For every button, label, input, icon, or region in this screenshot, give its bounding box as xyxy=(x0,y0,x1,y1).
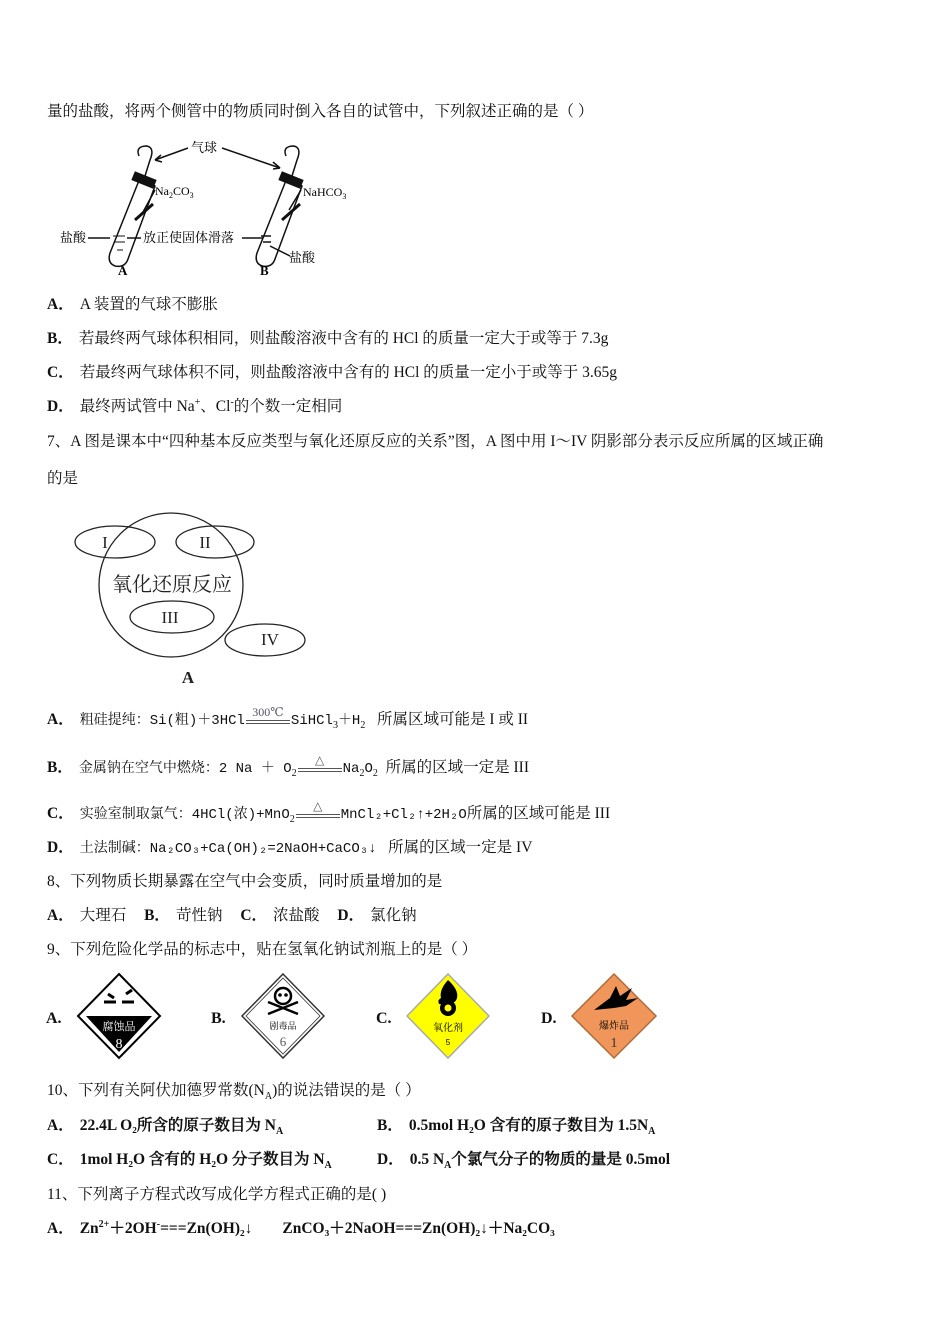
q7-stem-line1: 7、A 图是课本中“四种基本反应类型与氧化还原反应的关系”图，A 图中用 I～IV 阴影部分表示反应所属的区域正确 xyxy=(47,433,824,450)
figure-caption: A xyxy=(181,668,195,687)
q9-stem: 9、下列危险化学品的标志中，贴在氢氧化钠试剂瓶上的是（ ） xyxy=(47,941,478,958)
q8-options xyxy=(47,906,417,926)
equation-right: O xyxy=(364,761,373,777)
equation-left: 粗硅提纯：Si(粗)＋3HCl xyxy=(79,713,245,729)
equation: ===Zn(OH)₂↓ xyxy=(160,1220,253,1237)
q8-option-d[interactable] xyxy=(337,907,416,924)
region-i-label: I xyxy=(102,533,108,552)
option-label: A． xyxy=(47,1117,74,1134)
q10-option-c[interactable] xyxy=(47,1150,332,1170)
q8-option-c[interactable] xyxy=(240,907,319,924)
q7-option-a[interactable] xyxy=(47,705,529,732)
equation-left: 实验室制取氯气：4HCl(浓)+MnO xyxy=(79,807,290,823)
nahco3-label: NaHCO$_3$ xyxy=(303,185,347,201)
charge: + xyxy=(194,396,201,408)
test-tube-diagram xyxy=(55,138,365,280)
corrosive-sign-icon[interactable] xyxy=(76,972,162,1065)
equation: ＋2OH xyxy=(109,1220,157,1237)
option-text: 所属区域可能是 I 或 II xyxy=(365,711,529,728)
option-label: D． xyxy=(337,907,365,924)
heat-symbol: △ xyxy=(313,799,323,814)
q10-option-a[interactable] xyxy=(47,1116,283,1136)
q8-stem: 8、下列物质长期暴露在空气中会变质，同时质量增加的是 xyxy=(47,873,443,890)
q9-option-c-label[interactable]: C. xyxy=(376,1010,392,1027)
venn-diagram xyxy=(60,505,320,695)
subscript: 2 xyxy=(360,720,366,732)
option-text: 所属的区域一定是 IV xyxy=(376,839,533,856)
option-text: 苛性钠 xyxy=(175,907,223,924)
tube-b-label: B xyxy=(260,263,269,278)
q6-test-tube-figure xyxy=(55,138,365,280)
option-text: 个氯气分子的物质的量是 0.5mol xyxy=(451,1151,671,1168)
equation: ZnCO₃＋2NaOH===Zn(OH)₂↓＋Na₂CO₃ xyxy=(282,1220,555,1237)
sign-class: 8 xyxy=(115,1037,123,1052)
sign-class: 5 xyxy=(445,1038,451,1047)
option-label: A． xyxy=(47,296,74,313)
subscript: A xyxy=(648,1126,656,1138)
equation-right: SiHCl xyxy=(290,713,333,729)
region-iv-label: IV xyxy=(261,630,279,649)
q6-stem: 量的盐酸，将两个侧管中的物质同时倒入各自的试管中，下列叙述正确的是（ ） xyxy=(47,103,594,120)
option-text: 若最终两气球体积相同，则盐酸溶液中含有的 HCl 的质量一定大于或等于 7.3g xyxy=(78,330,609,347)
condition-label: 300℃ xyxy=(252,705,284,720)
redox-label: 氧化还原反应 xyxy=(112,574,232,596)
option-text: 1mol H₂O 含有的 H₂O 分子数目为 N xyxy=(79,1151,325,1168)
subscript: 2 xyxy=(359,768,365,780)
q7-option-d[interactable] xyxy=(47,838,532,859)
q7-venn-figure xyxy=(60,505,320,695)
option-label: A． xyxy=(47,711,74,728)
sign-class: 1 xyxy=(610,1036,618,1051)
charge: 2+ xyxy=(98,1218,110,1230)
equation: 土法制碱：Na₂CO₃+Ca(OH)₂=2NaOH+CaCO₃↓ xyxy=(79,841,377,857)
option-text: 0.5 N xyxy=(409,1151,445,1168)
q8-option-b[interactable] xyxy=(144,907,222,924)
subscript: 2 xyxy=(372,768,378,780)
equation-right: Na xyxy=(342,761,360,777)
q6-option-d[interactable] xyxy=(47,397,342,417)
equation-left: 金属钠在空气中燃烧：2 Na ＋ O xyxy=(78,761,292,777)
option-text: 若最终两气球体积不同，则盐酸溶液中含有的 HCl 的质量一定小于或等于 3.65g xyxy=(79,364,618,381)
q9-option-b-label[interactable]: B. xyxy=(211,1010,226,1027)
region-iii-label: III xyxy=(161,608,179,627)
option-label: D． xyxy=(377,1151,404,1168)
q6-option-b[interactable] xyxy=(47,329,608,349)
option-label: D． xyxy=(47,839,74,856)
equation: Zn xyxy=(79,1220,99,1237)
stem-text: )的说法错误的是（ ） xyxy=(272,1082,421,1099)
sign-name: 腐蚀品 xyxy=(102,1020,136,1033)
equation-right: MnCl₂+Cl₂↑+2H₂O xyxy=(340,807,467,823)
q6-option-c[interactable] xyxy=(47,363,617,383)
option-label: B． xyxy=(47,759,73,776)
q10-option-d[interactable] xyxy=(377,1150,670,1170)
tube-a-label: A xyxy=(118,263,128,278)
subscript: A xyxy=(324,1160,332,1172)
q11-stem: 11、下列离子方程式改写成化学方程式正确的是( ) xyxy=(47,1186,387,1203)
option-text: 所属的区域可能是 III xyxy=(466,805,611,822)
q11-option-a[interactable] xyxy=(47,1219,555,1239)
subscript: 3 xyxy=(332,720,338,732)
q10-option-b[interactable] xyxy=(377,1116,655,1136)
option-label: A． xyxy=(47,1220,74,1237)
charge: - xyxy=(230,396,234,408)
region-ii-label: II xyxy=(199,533,211,552)
q7-option-c[interactable] xyxy=(47,799,611,826)
q10-stem xyxy=(47,1081,421,1101)
option-text: 浓盐酸 xyxy=(273,907,320,924)
option-text: 所属的区域一定是 III xyxy=(377,759,529,776)
oxidizer-sign-icon[interactable] xyxy=(405,972,491,1065)
reaction-condition xyxy=(298,753,342,778)
charge: - xyxy=(156,1218,161,1230)
subscript: A xyxy=(264,1091,273,1103)
acid-left-label: 盐酸 xyxy=(60,230,87,245)
q9-option-a-label[interactable]: A. xyxy=(46,1010,62,1027)
option-label: D． xyxy=(47,398,74,415)
option-label: B． xyxy=(144,907,170,924)
option-text: A 装置的气球不膨胀 xyxy=(79,296,218,313)
reaction-condition xyxy=(296,799,340,824)
option-text: 最终两试管中 Na xyxy=(79,398,195,415)
note-label: 放正使固体滑落 xyxy=(143,230,235,245)
toxic-sign-icon[interactable] xyxy=(240,972,326,1065)
balloon-label: 气球 xyxy=(191,140,218,155)
sign-name: 氧化剂 xyxy=(433,1023,463,1034)
heat-symbol: △ xyxy=(315,753,325,768)
subscript: 2 xyxy=(289,814,295,826)
reaction-condition xyxy=(246,705,290,730)
na2co3-label: $Na_2CO_3$ xyxy=(155,184,194,200)
option-label: C． xyxy=(47,364,74,381)
option-label: A． xyxy=(47,907,74,924)
explosive-sign-icon[interactable] xyxy=(570,972,658,1065)
q9-option-d-label[interactable]: D. xyxy=(541,1010,557,1027)
subscript: A xyxy=(275,1126,284,1138)
equation-right: ＋H xyxy=(337,713,361,729)
subscript: A xyxy=(444,1160,452,1172)
sign-name: 剧毒品 xyxy=(269,1022,297,1032)
q6-option-a[interactable] xyxy=(47,295,218,315)
sign-name: 爆炸品 xyxy=(599,1021,629,1032)
acid-right-label: 盐酸 xyxy=(289,250,316,265)
stem-text: 10、下列有关阿伏加德罗常数(N xyxy=(47,1082,265,1099)
option-text: 、Cl xyxy=(200,398,231,415)
q8-option-a[interactable] xyxy=(47,907,126,924)
option-label: C． xyxy=(240,907,268,924)
q7-stem-line2: 的是 xyxy=(47,470,79,487)
option-label: B． xyxy=(47,330,73,347)
option-label: C． xyxy=(47,805,74,822)
option-label: C． xyxy=(47,1151,74,1168)
option-text: 的个数一定相同 xyxy=(233,398,343,415)
q7-option-b[interactable] xyxy=(47,753,529,780)
option-text: 0.5mol H₂O 含有的原子数目为 1.5N xyxy=(408,1117,649,1134)
subscript: 2 xyxy=(291,768,297,780)
sign-class: 6 xyxy=(279,1034,287,1049)
option-text: 大理石 xyxy=(79,907,127,924)
option-label: B． xyxy=(377,1117,403,1134)
option-text: 氯化钠 xyxy=(370,907,417,924)
option-text: 22.4L O₂所含的原子数目为 N xyxy=(79,1117,276,1134)
